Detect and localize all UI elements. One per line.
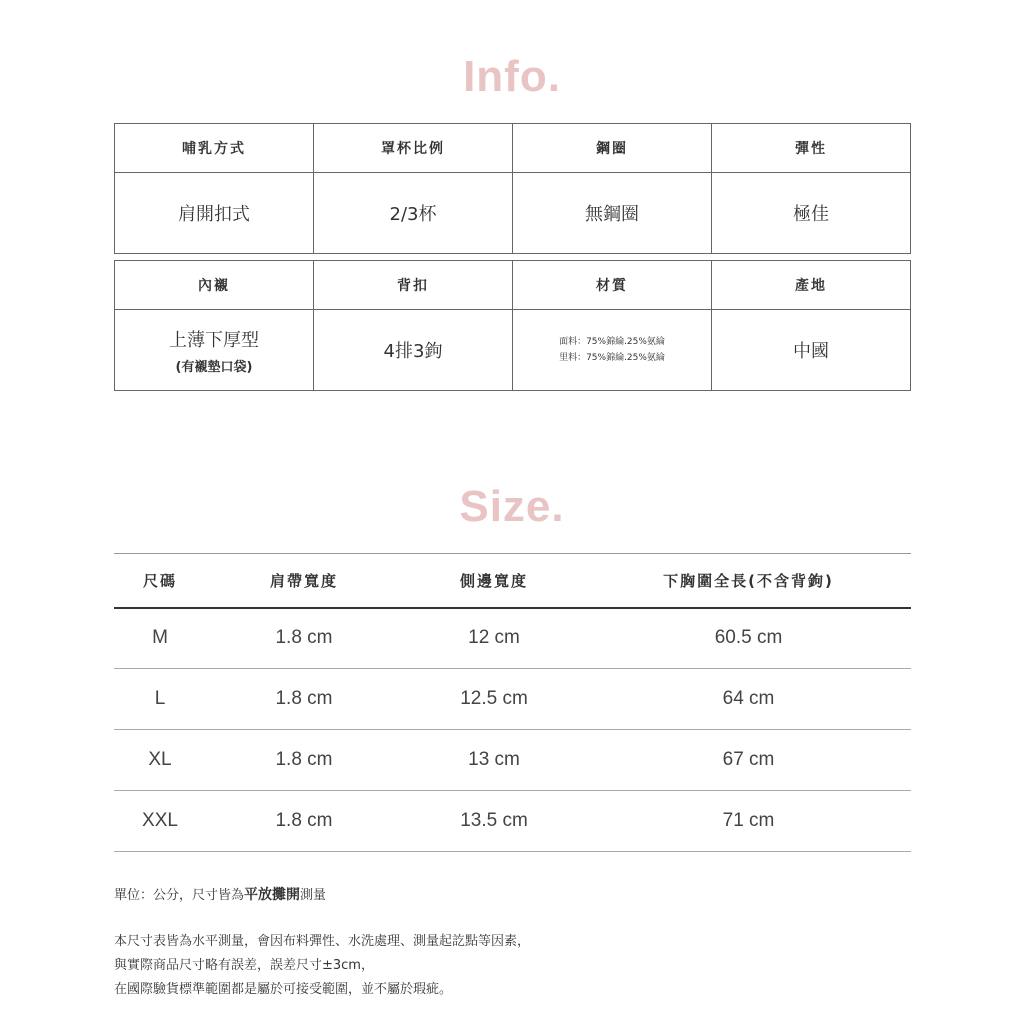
info-value-row [115,310,911,391]
unit-note-suffix: 測量 [300,888,327,903]
side-width: 13.5 cm [402,791,586,852]
size-row [114,730,911,791]
underbust-length: 60.5 cm [586,608,911,669]
header-material: 材質 [513,261,712,310]
strap-width: 1.8 cm [206,730,402,791]
unit-note-prefix: 單位：公分，尺寸皆為 [114,888,245,903]
size-title: Size. [459,482,565,531]
size-row [114,608,911,669]
side-width: 13 cm [402,730,586,791]
value-cup-ratio: 2/3杯 [314,173,513,254]
disclaimer-line: 與實際商品尺寸略有誤差，誤差尺寸±3cm， [114,958,374,973]
header-lining: 內襯 [115,261,314,310]
header-origin: 產地 [712,261,911,310]
value-back-clasp: 4排3鉤 [314,310,513,391]
size-label: M [114,608,206,669]
disclaimer-line: 本尺寸表皆為水平測量，會因布料彈性、水洗處理、測量起訖點等因素， [114,934,531,949]
header-side-width: 側邊寬度 [402,554,586,608]
value-origin: 中國 [712,310,911,391]
info-table-detail [114,260,911,391]
size-row [114,669,911,730]
value-elasticity: 極佳 [712,173,911,254]
info-header-row [115,124,911,173]
header-nursing-style: 哺乳方式 [115,124,314,173]
size-header-row [114,554,911,608]
strap-width: 1.8 cm [206,669,402,730]
unit-note-bold: 平放攤開 [244,887,301,903]
size-label: XL [114,730,206,791]
size-row [114,791,911,852]
underbust-length: 67 cm [586,730,911,791]
header-cup-ratio: 罩杯比例 [314,124,513,173]
value-lining [115,310,314,391]
disclaimer-line: 在國際驗貨標準範圍都是屬於可接受範圍，並不屬於瑕疵。 [114,982,453,997]
unit-note [114,883,326,908]
side-width: 12 cm [402,608,586,669]
material-lining: 里料：75%錦綸.25%氨綸 [559,353,665,363]
value-nursing-style: 肩開扣式 [115,173,314,254]
info-header-row [115,261,911,310]
value-material [513,310,712,391]
strap-width: 1.8 cm [206,791,402,852]
header-underbust-length: 下胸圍全長(不含背鉤) [586,554,911,608]
info-value-row [115,173,911,254]
header-back-clasp: 背扣 [314,261,513,310]
header-elasticity: 彈性 [712,124,911,173]
side-width: 12.5 cm [402,669,586,730]
underbust-length: 64 cm [586,669,911,730]
header-strap-width: 肩帶寬度 [206,554,402,608]
measurement-disclaimer [114,930,530,1002]
lining-sub: (有襯墊口袋) [175,359,253,375]
size-table [114,553,911,852]
material-face: 面料：75%錦綸.25%氨綸 [559,337,665,347]
underbust-length: 71 cm [586,791,911,852]
header-size: 尺碼 [114,554,206,608]
size-label: XXL [114,791,206,852]
value-underwire: 無鋼圈 [513,173,712,254]
lining-main: 上薄下厚型 [169,329,259,351]
strap-width: 1.8 cm [206,608,402,669]
header-underwire: 鋼圈 [513,124,712,173]
info-title: Info. [463,52,561,101]
size-label: L [114,669,206,730]
info-table-basic [114,123,911,254]
